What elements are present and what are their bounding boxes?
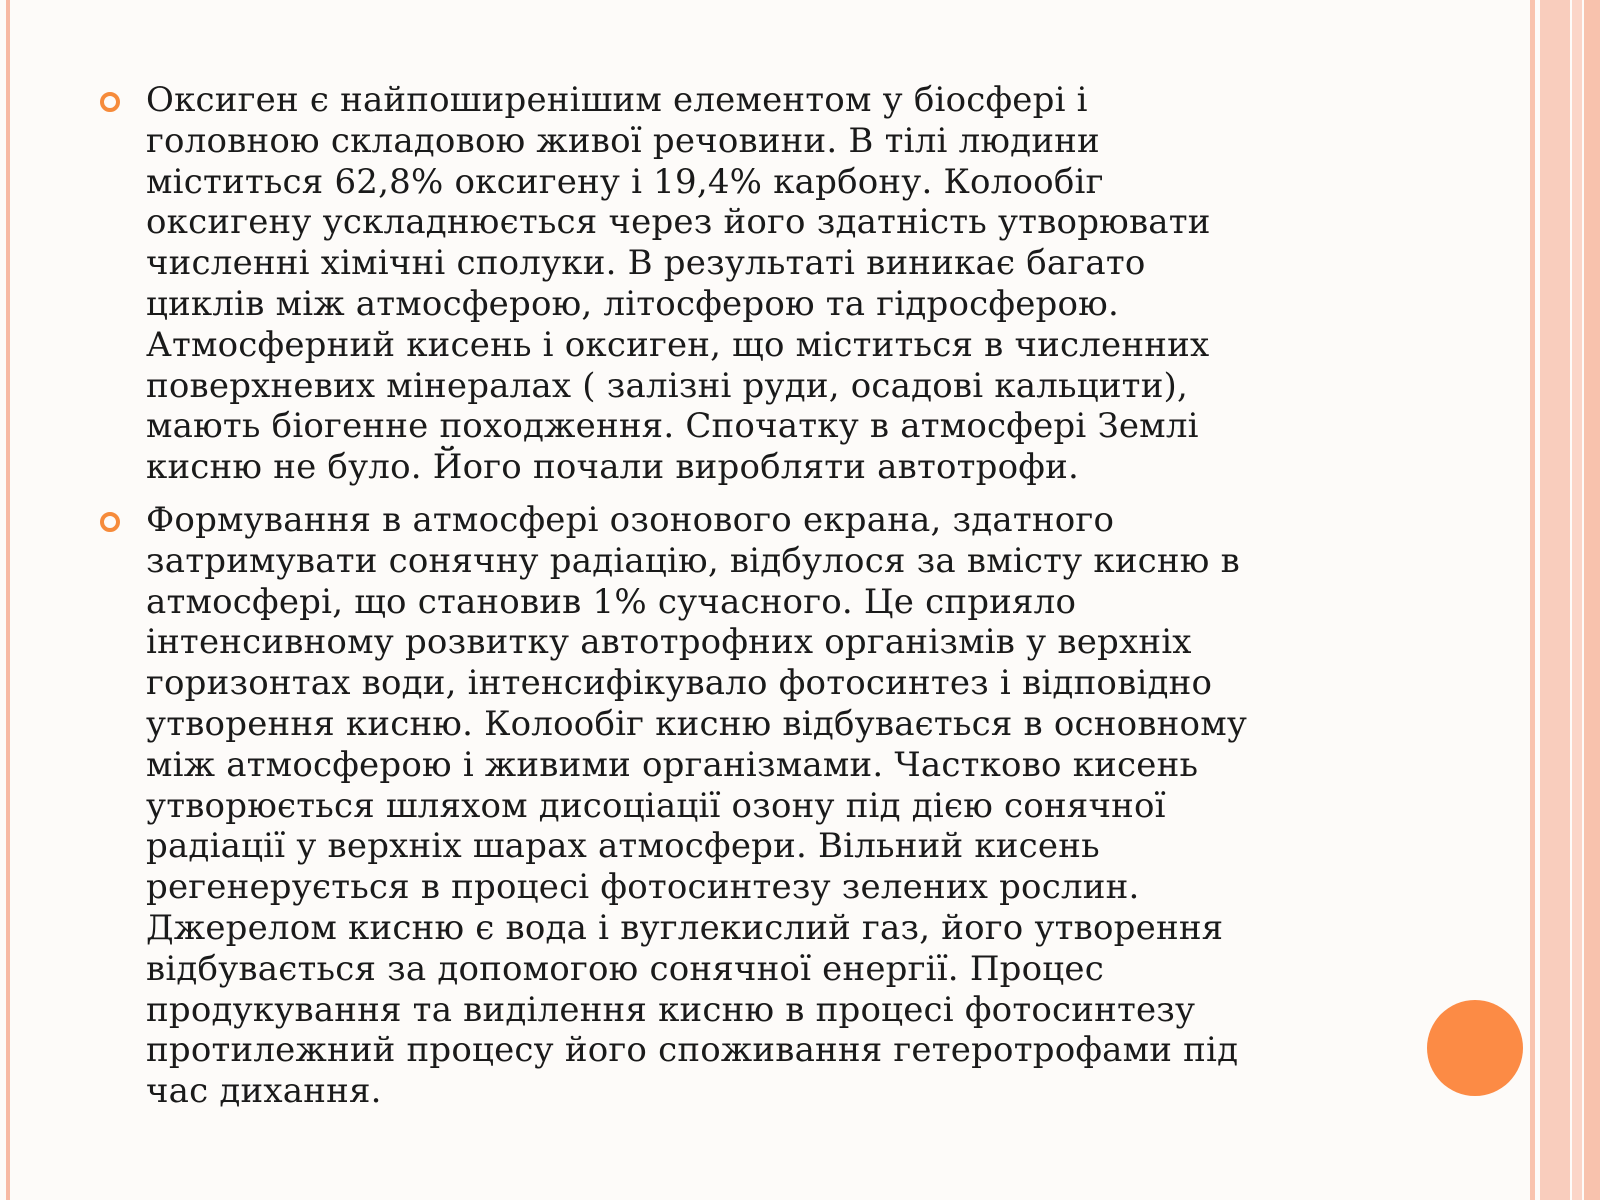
right-stripe-decoration (1530, 0, 1535, 1200)
circle-bullet-icon (100, 512, 120, 532)
bullet-text-1: Оксиген є найпоширенішим елементом у біосфері і головною складовою живої речовини. В тілі людини міститься 62,8% оксигену і 19,4% карбону. Колообіг оксигену ускладнюється через його здатність утворювати численні хімічні сполуки. В результаті виникає багато циклів між атмосферою, літосферою та гідросферою. Атмосферний кисень і оксиген, що міститься в численних поверхневих мінералах ( залізні руди, осадові кальцити), мають біогенне походження. Спочатку в атмосфері Землі кисню не було. Його почали виробляти автотрофи. (146, 80, 1211, 488)
circle-bullet-icon (100, 92, 120, 112)
right-stripe-decoration (1572, 0, 1582, 1200)
slide-content (100, 80, 1390, 1124)
right-stripe-decoration (1584, 0, 1600, 1200)
bullet-item-2 (100, 500, 1390, 1112)
right-stripe-decoration (1540, 0, 1570, 1200)
accent-circle-decoration (1427, 1000, 1523, 1096)
bullet-item-1 (100, 80, 1390, 488)
bullet-text-2: Формування в атмосфері озонового екрана, здатного затримувати сонячну радіацію, відбулося за вмісту кисню в атмосфері, що становив 1% сучасного. Це сприяло інтенсивному розвитку автотрофних організмів у верхніх горизонтах води, інтенсифікувало фотосинтез і відповідно утворення кисню. Колообіг кисню відбувається в основному між атмосферою і живими організмами. Частково кисень утворюється шляхом дисоціації озону під дією сонячної радіації у верхніх шарах атмосфери. Вільний кисень регенерується в процесі фотосинтезу зелених рослин. Джерелом кисню є вода і вуглекислий газ, його утворення відбувається за допомогою сонячної енергії. Процес продукування та виділення кисню в процесі фотосинтезу протилежний процесу його споживання гетеротрофами під час дихання. (146, 499, 1248, 1112)
left-border-decoration (6, 0, 10, 1200)
